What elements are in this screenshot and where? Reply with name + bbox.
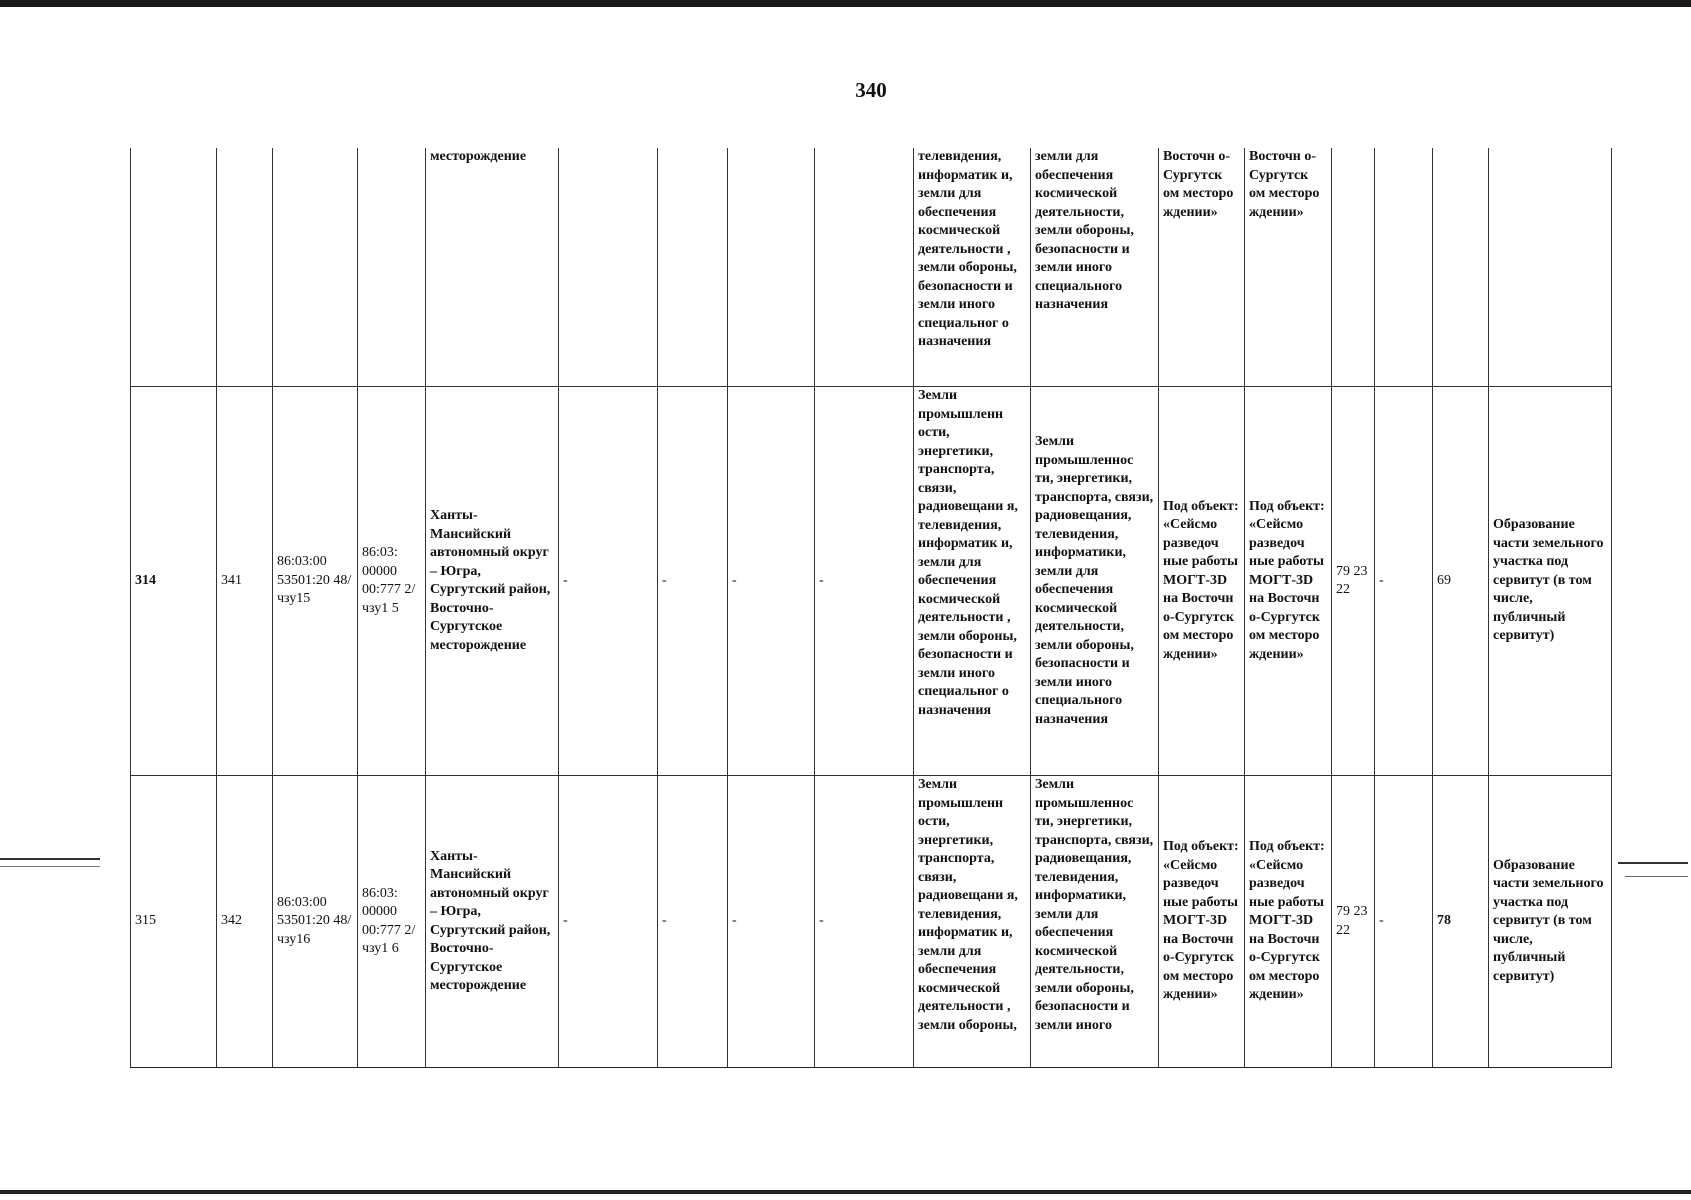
- cell-c6: -: [559, 776, 658, 1068]
- cell-purpose: Образование части земельного участка под сервитут (в том числе, публичный сервитут): [1489, 776, 1612, 1068]
- right-margin-mark: [1618, 862, 1688, 864]
- table-row: [131, 148, 1612, 387]
- cell-c9: -: [815, 776, 914, 1068]
- cell-land-use: Земли промышленнос ти, энергетики, транспорта, связи, радиовещания, телевидения, информатики, земли для обеспечения космической деятельности, земли обороны, безопасности и земли иного: [1031, 776, 1159, 1068]
- right-margin-mark-2: [1625, 876, 1688, 877]
- page-number: 340: [855, 78, 887, 102]
- cell-object-2: Под объект: «Сейсмо разведоч ные работы МОГТ-3D на Восточн о-Сургутск ом месторо ждении»: [1245, 776, 1332, 1068]
- cell-object-2: Под объект: «Сейсмо разведоч ные работы МОГТ-3D на Восточн о-Сургутск ом месторо ждении»: [1245, 387, 1332, 776]
- cell-purpose: Образование части земельного участка под сервитут (в том числе, публичный сервитут): [1489, 387, 1612, 776]
- cell-object-2: Восточн о-Сургутск ом месторо ждении»: [1245, 148, 1332, 387]
- cell-object-1: Под объект: «Сейсмо разведоч ные работы МОГТ-3D на Восточн о-Сургутск ом месторо ждении»: [1159, 776, 1245, 1068]
- cell-location: Ханты-Мансийский автономный округ – Югра, Сургутский район, Восточно-Сургутское месторождение: [426, 387, 559, 776]
- cell-seq: 342: [217, 776, 273, 1068]
- cell-object-1: Под объект: «Сейсмо разведоч ные работы МОГТ-3D на Восточн о-Сургутск ом месторо ждении»: [1159, 387, 1245, 776]
- left-margin-mark: [0, 858, 100, 860]
- cell-purpose: [1489, 148, 1612, 387]
- left-margin-mark-2: [0, 866, 100, 867]
- cell-c7: -: [658, 776, 728, 1068]
- cell-area: [1433, 148, 1489, 387]
- cell-object-1: Восточн о-Сургутск ом месторо ждении»: [1159, 148, 1245, 387]
- cell-land-category: Земли промышленн ости, энергетики, транспорта, связи, радиовещани я, телевидения, информатик и, земли для обеспечения космической деятельности , земли обороны,: [914, 776, 1031, 1068]
- cell-cadastral: [273, 148, 358, 387]
- cell-c9: [815, 148, 914, 387]
- cell-c14: [1332, 148, 1375, 387]
- cell-num: [131, 148, 217, 387]
- land-plot-table: [130, 148, 1612, 1068]
- cell-area: 69: [1433, 387, 1489, 776]
- cell-part-number: [358, 148, 426, 387]
- cell-c15: [1375, 148, 1433, 387]
- cell-c8: -: [728, 776, 815, 1068]
- cell-c8: [728, 148, 815, 387]
- top-rule: [0, 0, 1691, 7]
- cell-c14: 79 23 22: [1332, 776, 1375, 1068]
- cell-land-category: Земли промышленн ости, энергетики, транспорта, связи, радиовещани я, телевидения, информатик и, земли для обеспечения космической деятельности , земли обороны, безопасности и земли иного специальног о назначения: [914, 387, 1031, 776]
- cell-area: 78: [1433, 776, 1489, 1068]
- cell-c15: -: [1375, 776, 1433, 1068]
- cell-cadastral: 86:03:00 53501:20 48/чзу15: [273, 387, 358, 776]
- table-row: [131, 776, 1612, 1068]
- cell-c8: -: [728, 387, 815, 776]
- cell-c6: [559, 148, 658, 387]
- cell-num: 314: [131, 387, 217, 776]
- cell-land-use: земли для обеспечения космической деятельности, земли обороны, безопасности и земли иного специального назначения: [1031, 148, 1159, 387]
- cell-location: Ханты-Мансийский автономный округ – Югра, Сургутский район, Восточно-Сургутское месторождение: [426, 776, 559, 1068]
- cell-c6: -: [559, 387, 658, 776]
- bottom-rule: [0, 1190, 1691, 1194]
- cell-land-use: Земли промышленнос ти, энергетики, транспорта, связи, радиовещания, телевидения, информатики, земли для обеспечения космической деятельности, земли обороны, безопасности и земли иного специального назначения: [1031, 387, 1159, 776]
- cell-c9: -: [815, 387, 914, 776]
- cell-land-category: телевидения, информатик и, земли для обеспечения космической деятельности , земли обороны, безопасности и земли иного специальног о назначения: [914, 148, 1031, 387]
- cell-c15: -: [1375, 387, 1433, 776]
- cell-c14: 79 23 22: [1332, 387, 1375, 776]
- cell-c7: -: [658, 387, 728, 776]
- cell-num: 315: [131, 776, 217, 1068]
- table-row: [131, 387, 1612, 776]
- cell-seq: [217, 148, 273, 387]
- cell-location: месторождение: [426, 148, 559, 387]
- cell-part-number: 86:03: 00000 00:777 2/чзу1 5: [358, 387, 426, 776]
- cell-c7: [658, 148, 728, 387]
- cell-cadastral: 86:03:00 53501:20 48/чзу16: [273, 776, 358, 1068]
- cell-seq: 341: [217, 387, 273, 776]
- cell-part-number: 86:03: 00000 00:777 2/чзу1 6: [358, 776, 426, 1068]
